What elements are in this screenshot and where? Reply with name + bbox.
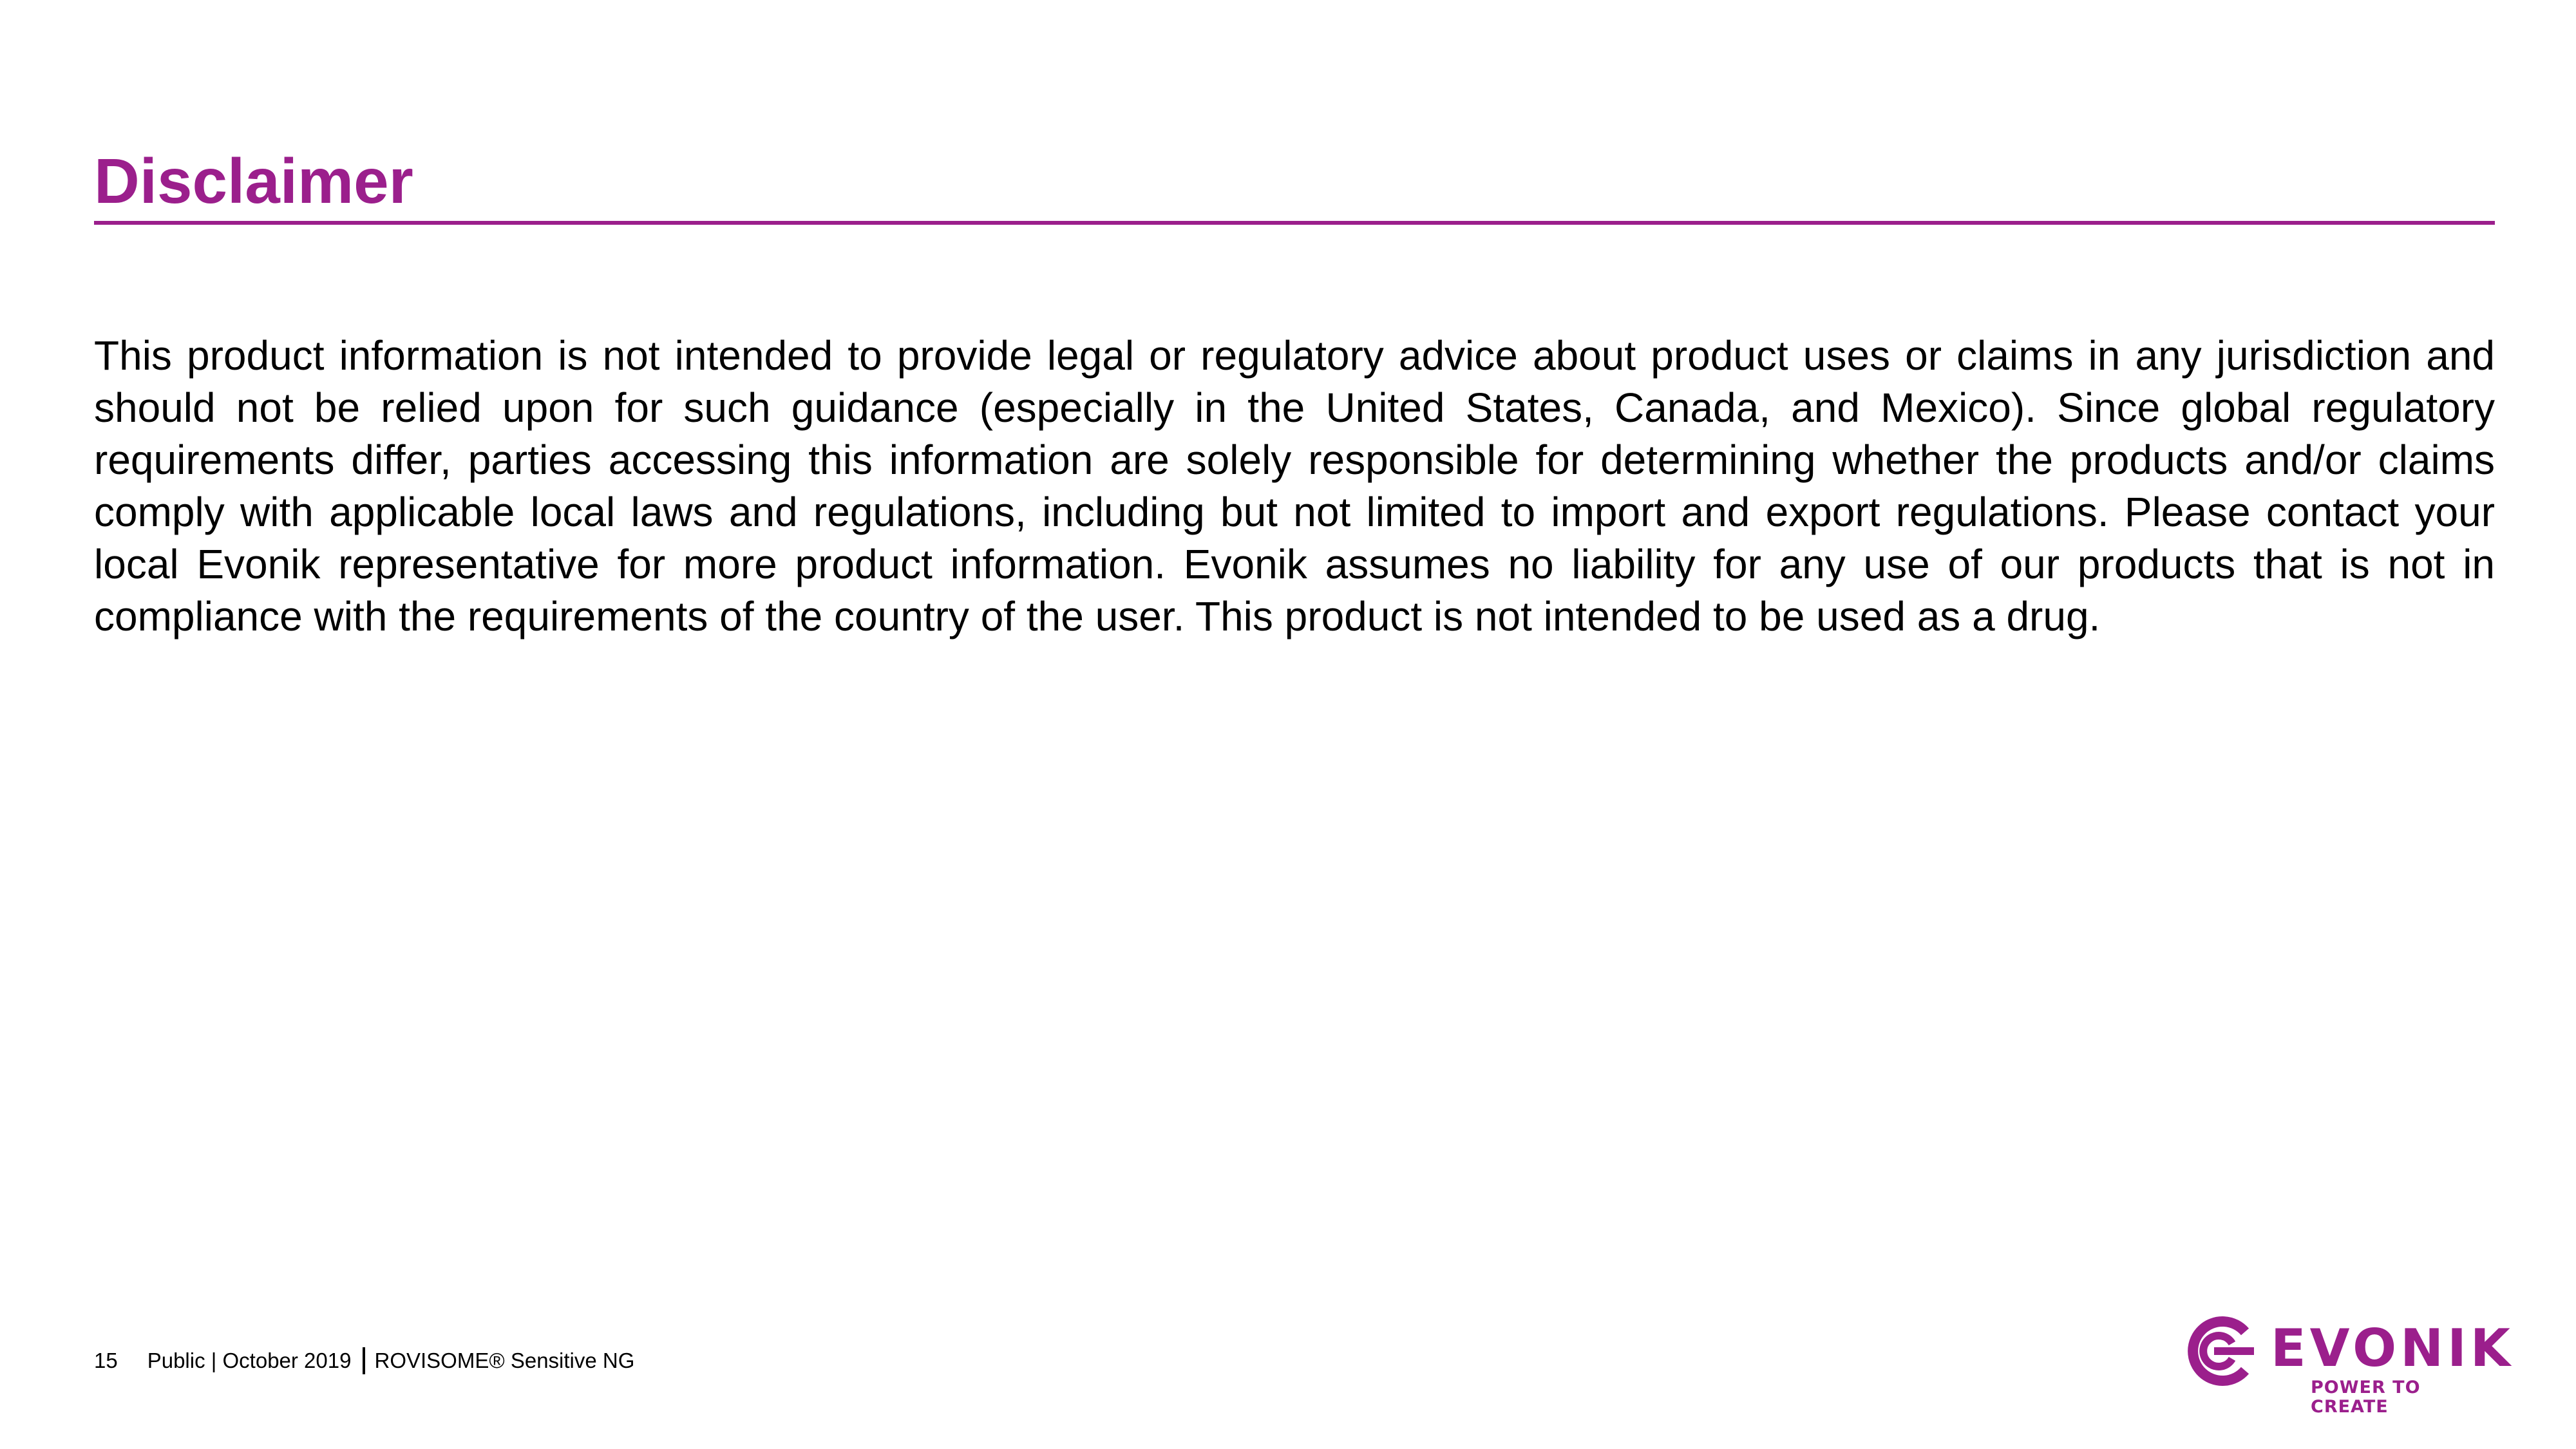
slide-title: Disclaimer: [94, 146, 413, 216]
evonik-logo-icon: [2182, 1314, 2257, 1388]
evonik-logo: [2182, 1314, 2514, 1417]
slide-footer: [94, 1345, 634, 1377]
title-divider: [94, 221, 2495, 225]
footer-meta: Public | October 2019: [147, 1349, 352, 1372]
disclaimer-text: This product information is not intended to provide legal or regulatory advice about product uses or claims in any jurisdiction and should not be relied upon for such guidance (especially in the United States, Canada, and Mexico). Since global regulatory requirements differ, parties accessing this information are solely responsible for determining whether the products and/or claims comply with applicable local laws and regulations, including but not limited to import and export regulations. Please contact your local Evonik representative for more product information. Evonik assumes no liability for any use of our products that is not in compliance with the requirements of the country of the user. This product is not intended to be used as a drug.: [94, 332, 2495, 639]
logo-tagline: POWER TO CREATE: [2311, 1378, 2421, 1417]
footer-product: ROVISOME® Sensitive NG: [374, 1349, 635, 1372]
footer-separator: [363, 1347, 365, 1374]
page-number: 15: [94, 1349, 118, 1372]
logo-wordmark: EVONIK: [2271, 1318, 2514, 1378]
